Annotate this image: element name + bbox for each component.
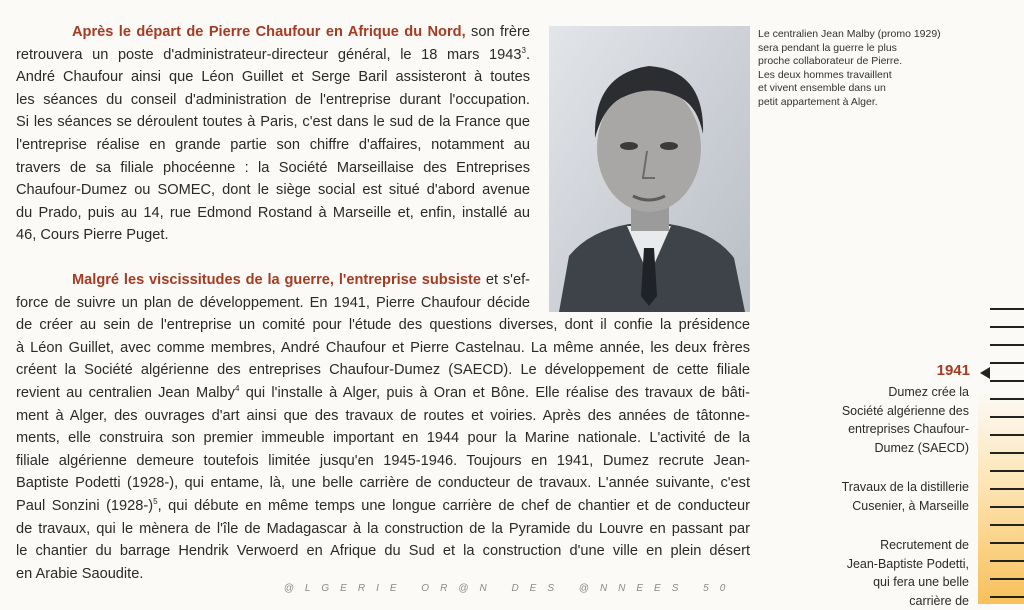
paragraph-1: Après le départ de Pierre Chaufour en Afrique du Nord, son frère retrouvera un poste d'administrateur-directeur général, le 18 mars 1943$^3$. André Chaufour ainsi que Léon Guillet et Serge Baril assisteront à toutes les séances du conseil d'administration de l'entreprise durant l'occupation. Si les séances se déroulent toutes à Paris, c'est dans le sud de la France que l'entreprise réalise en grande partie son chiffre d'affaires, notamment au travers de sa filiale phocéenne : la Société Marseillaise des Entreprises Chaufour-Dumez ou SOMEC, dont le siège social est situé d'abord avenue du Prado, puis au 14, rue Edmond Rostand à Marseille et, enfin, installé au 46, Cours Pierre Puget. [16,24,530,244]
timeline-tick [990,434,1024,436]
watermark-footer: @LGERIE OR@N DES @NNEES 50 [283,583,737,594]
timeline-tick [990,470,1024,472]
paragraph-2: Malgré les viscissitudes de la guerre, l'entreprise subsiste et s'ef- force de suivre un plan de développement. En 1941, Pierre Chaufour décide de créer au sein de l'entreprise un comité pour l'étude des questions diverses, dont il confie la présidence à Léon Guillet, avec comme membres, André Chaufour et Pierre Castelnau. La même année, les deux frères créent la Société algérienne des entreprises Chaufour-Dumez (SAECD). Le développement de cette filiale revient au centralien Jean Malby$^4$ qui l'installe à Alger, puis à Oran et Bône. Elle réalise des travaux de bâti- ment à Alger, des ouvrages d'art ainsi que des travaux de routes et voiries. Après des années de tâtonne- ments, elle construira son premier immeuble important en 1944 pour la Marine nationale. L'activité de la filiale algérienne demeure toutefois limitée jusqu'en 1945-1946. Toujours en 1941, Dumez recrute Jean- Baptiste Podetti (1928-), qui entame, là, une belle carrière de conducteur de travaux. L'année suivante, c'est Paul Sonzini $(1928-)^5$, qui débute en même temps une longue carrière de chef de chantier et de conducteur de travaux, qui le mènera de l'île de Madagascar à la construction de la Pyramide du Louvre en passant par le chantier du barrage Hendrik Verwoerd en Afrique du Sud et la construction d'une ville en plein désert en Arabie Saoudite. [16,272,750,582]
timeline-tick [990,308,1024,310]
footnote-mark: 4 [234,384,240,394]
paragraph-1-lead: Après le départ de Pierre Chaufour en Afrique du Nord, [72,24,466,40]
timeline-tick [990,578,1024,580]
photo-caption: Le centralien Jean Malby (promo 1929) sera pendant la guerre le plus proche collaborateur de Pierre. Les deux hommes travaillent et vivent ensemble dans un petit appartement à Alger. [758,28,941,108]
timeline-year: 1941 [936,362,970,379]
timeline-tick [990,380,1024,382]
timeline-tick [990,542,1024,544]
timeline-entry-podetti: Recrutement de Jean-Baptiste Podetti, qui fera une belle carrière de [846,538,969,608]
timeline-tick [990,362,1024,364]
timeline-tick [990,524,1024,526]
timeline-tick [990,506,1024,508]
timeline-tick [990,326,1024,328]
footnote-mark: 3 [521,45,526,55]
footnote-mark: 5 [153,497,158,507]
timeline-tick [990,398,1024,400]
timeline-tick [990,488,1024,490]
timeline-marker-icon [980,367,990,379]
timeline-tick [990,560,1024,562]
timeline-tick [990,344,1024,346]
timeline-tick [990,416,1024,418]
timeline-tick [990,596,1024,598]
timeline-tick [990,452,1024,454]
timeline-entry-saecd: Dumez crée la Société algérienne des entreprises Chaufour- Dumez (SAECD) [841,385,969,455]
timeline-entry-distillerie: Travaux de la distillerie Cusenier, à Marseille [841,480,969,513]
paragraph-2-lead: Malgré les viscissitudes de la guerre, l'entreprise subsiste [72,272,481,288]
